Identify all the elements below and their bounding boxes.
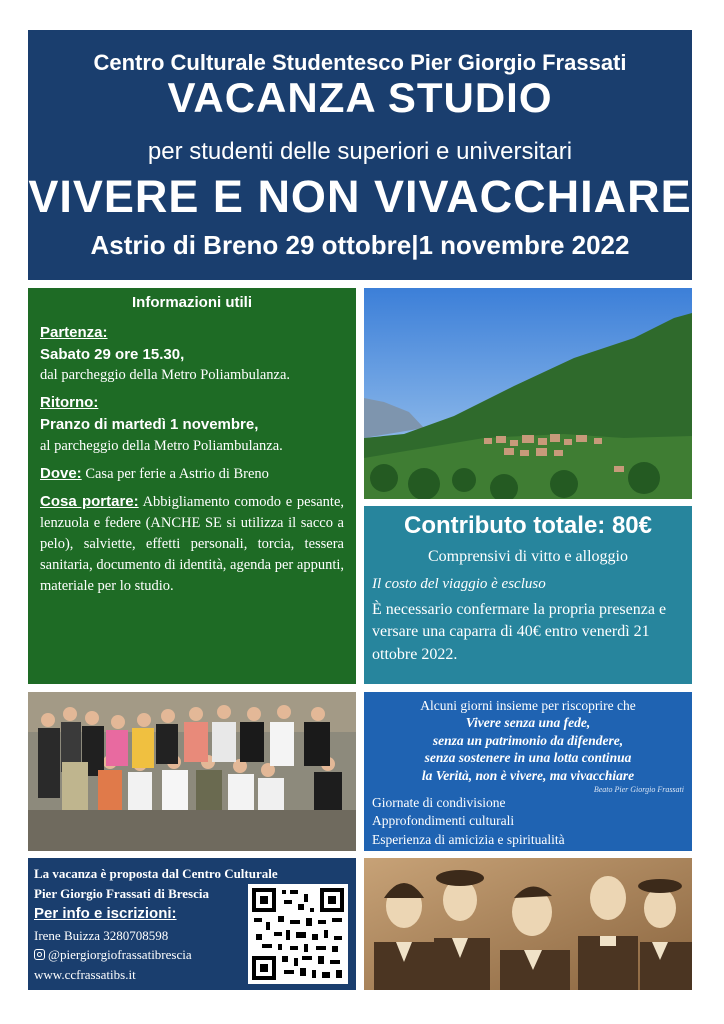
info-title: Informazioni utili bbox=[132, 294, 252, 311]
website-link[interactable]: www.ccfrassatibs.it bbox=[34, 966, 136, 982]
departure-block bbox=[40, 322, 344, 387]
cost-title: Contributo totale: 80€ bbox=[403, 512, 652, 539]
group-photo bbox=[28, 692, 356, 851]
bring-text: Abbigliamento comodo e pesante, lenzuola e federe (ANCHE SE si utilizza il sacco a pelo), salviette, effetti personali, torcia, tessera sanitaria, documento di identità, agenda per appunti, materiale per lo studio. bbox=[40, 493, 345, 594]
quote-line: Vivere senza una fede, bbox=[465, 715, 591, 730]
proposed-by-line1: La vacanza è proposta dal Centro Culturale bbox=[34, 866, 278, 881]
page-title: VACANZA STUDIO bbox=[167, 74, 553, 121]
cost-includes: Comprensivi di vitto e alloggio bbox=[428, 548, 628, 565]
activity-item: Approfondimenti culturali bbox=[372, 813, 515, 829]
departure-time: Sabato 29 ore 15.30, bbox=[40, 345, 185, 363]
organization-name: Centro Culturale Studentesco Pier Giorgio Frassati bbox=[93, 50, 627, 75]
header-banner bbox=[28, 30, 692, 280]
instagram-icon bbox=[34, 949, 45, 960]
activity-item: Giornate di condivisione bbox=[372, 795, 506, 811]
quote-line: senza sostenere in una lotta continua bbox=[424, 750, 632, 766]
quote-line: la Verità, non è vivere, ma vivacchiare bbox=[421, 767, 635, 783]
where-block bbox=[40, 463, 344, 485]
return-block bbox=[40, 392, 344, 457]
return-place: al parcheggio della Metro Poliambulanza. bbox=[40, 437, 283, 454]
cost-excluded: Il costo del viaggio è escluso bbox=[372, 576, 546, 592]
cost-deposit-note: È necessario confermare la propria presenza e versare una caparra di 40€ entro venerdì 21 ottobre 2022. bbox=[372, 601, 667, 663]
contact-name-phone[interactable]: Irene Buizza 3280708598 bbox=[34, 927, 169, 943]
departure-label: Partenza: bbox=[40, 323, 108, 341]
quote-intro: Alcuni giorni insieme per riscoprire che bbox=[420, 698, 636, 713]
bring-block bbox=[40, 491, 344, 597]
info-panel bbox=[28, 288, 356, 684]
cost-panel bbox=[364, 506, 692, 684]
event-dates: Astrio di Breno 29 ottobre|1 novembre 2022 bbox=[90, 230, 630, 260]
instagram-handle: @piergiorgiofrassatibrescia bbox=[48, 947, 192, 962]
return-label: Ritorno: bbox=[40, 394, 99, 412]
where-text: Casa per ferie a Astrio di Breno bbox=[85, 465, 269, 482]
landscape-photo bbox=[364, 288, 692, 499]
qr-code[interactable] bbox=[248, 884, 348, 984]
quote-line: senza un patrimonio da difendere, bbox=[432, 732, 624, 748]
bring-label: Cosa portare: bbox=[40, 492, 139, 510]
where-label: Dove: bbox=[40, 464, 82, 482]
activity-item: Esperienza di amicizia e spiritualità bbox=[372, 831, 565, 847]
departure-place: dal parcheggio della Metro Poliambulanza. bbox=[40, 367, 291, 384]
info-heading: Per info e iscrizioni: bbox=[34, 905, 177, 922]
motto-heading: VIVERE E NON VIVACCHIARE bbox=[28, 171, 692, 222]
audience-subtitle: per studenti delle superiori e universitari bbox=[147, 138, 573, 165]
quote-author: Beato Pier Giorgio Frassati bbox=[593, 785, 684, 795]
return-time: Pranzo di martedì 1 novembre, bbox=[40, 416, 259, 434]
vintage-photo bbox=[364, 858, 692, 990]
proposed-by-line2: Pier Giorgio Frassati di Brescia bbox=[34, 885, 209, 901]
quote-panel bbox=[364, 692, 692, 851]
